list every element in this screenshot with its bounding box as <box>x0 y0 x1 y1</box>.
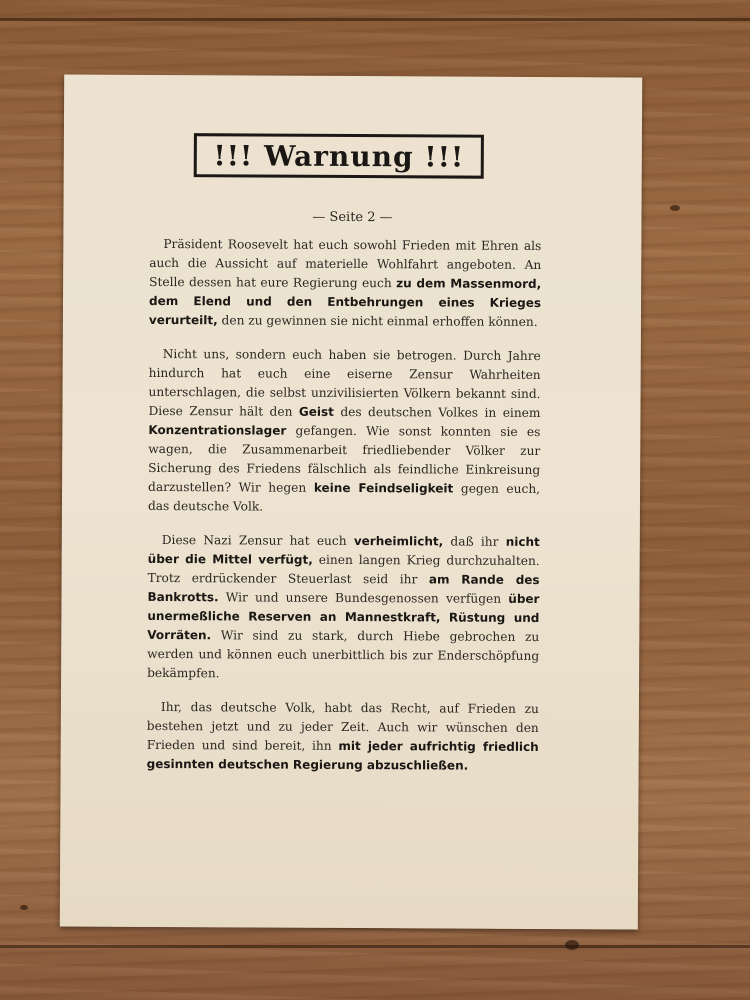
paragraph-text: Ihr, das deutsche Volk, habt das Recht, auf Frieden zu bestehen jetzt und zu jeder Zeit. Auch wir wünschen den Frieden und sind bereit, ihn <box>146 700 539 753</box>
paragraph <box>149 235 541 332</box>
paragraph-text: Präsident Roosevelt hat euch sowohl Frieden mit Ehren als auch die Aussicht auf materielle Wohlfahrt angeboten. An Stelle dessen hat eure Regierung euch <box>149 237 542 291</box>
paragraph-text: des deutschen Volkes in einem <box>333 404 541 420</box>
emphasized-text: zu dem Massenmord, dem Elend und den Entbehrungen eines Krieges verurteilt, <box>148 276 542 328</box>
emphasized-text: über unermeßliche Reserven an Mannestkraft, Rüstung und Vorräten. <box>147 591 540 643</box>
wood-plank-seam <box>0 945 750 948</box>
emphasized-text: Geist <box>298 404 334 419</box>
paragraph-text: gefangen. Wie sonst konnten sie es wagen, die Zusammenarbeit friedliebender Völker zur Sicherung des Friedens fälschlich als feindliche Einkreisung darzustellen? Wir hegen <box>148 423 541 495</box>
paragraph-text: daß ihr <box>443 534 506 549</box>
paragraph-text: Wir und unsere Bundesgenossen verfügen <box>218 590 509 606</box>
paragraph <box>148 345 541 518</box>
emphasized-text: nicht über die Mittel verfügt, <box>147 534 540 567</box>
leaflet-body <box>146 235 541 791</box>
paragraph-text: den zu gewinnen sie nicht einmal erhoffen können. <box>217 313 538 329</box>
leaflet-title: !!! Warnung !!! <box>194 133 484 179</box>
wood-knot <box>20 905 28 910</box>
paragraph-text: Nicht uns, sondern euch haben sie betrogen. Durch Jahre hindurch hat euch eine eiserne Zensur Wahrheiten unterschlagen, die selbst unzivilisierten Völkern bekannt sind. Diese Zensur hält den <box>148 347 541 419</box>
wood-knot <box>670 205 680 211</box>
paragraph <box>147 531 540 685</box>
page-label: — Seite 2 — <box>312 209 393 226</box>
paragraph-text: gegen euch, das deutsche Volk. <box>147 481 541 514</box>
emphasized-text: Konzentrationslager <box>148 422 287 438</box>
paragraph-text: Wir sind zu stark, durch Hiebe gebrochen zu werden und können euch unerbittlich bis zur Enderschöpfung bekämpfen. <box>147 628 540 681</box>
paragraph-text: Diese Nazi Zensur hat euch <box>161 533 354 549</box>
wood-plank-seam <box>0 18 750 21</box>
wood-knot <box>565 940 579 950</box>
emphasized-text: am Rande des Bankrotts. <box>147 572 540 605</box>
emphasized-text: verheimlicht, <box>353 534 444 549</box>
leaflet-sheet <box>60 74 642 929</box>
paragraph-text: einen langen Krieg durchzuhalten. Trotz erdrückender Steuerlast seid ihr <box>147 552 540 587</box>
paragraph <box>147 698 539 776</box>
emphasized-text: mit jeder aufrichtig friedlich gesinnten deutschen Regierung abzuschließen. <box>146 738 539 773</box>
emphasized-text: keine Feindseligkeit <box>313 480 454 496</box>
